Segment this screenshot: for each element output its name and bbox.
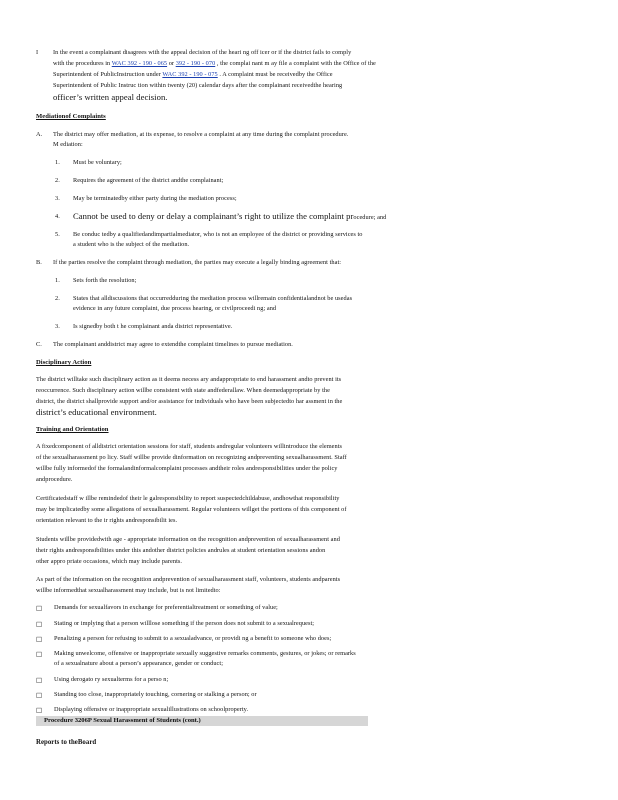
- training-p1-line: of the sexualharassment po licy. Staff willbe provide dinformation on recognizing andpreventing sexualharassment. Staff: [36, 454, 347, 461]
- training-p2-line: orientation relevant to the ir rights andresponsibilit ies.: [36, 517, 178, 524]
- harassment-example: Stating or implying that a person willlose something if the person does not submit to a sexualrequest;: [54, 620, 315, 627]
- intro-line-2-mid: or: [167, 60, 176, 67]
- harassment-example: Penalizing a person for refusing to submit to a sexualadvance, or providi ng a benefit to someone who does;: [54, 635, 332, 642]
- harassment-example: Displaying offensive or inappropriate sexualillustrations on schoolproperty.: [54, 706, 249, 713]
- agreement-item-number: 3.: [55, 323, 60, 330]
- mediation-c-marker: C.: [36, 341, 42, 348]
- checkbox-bullet-icon: □: [36, 604, 43, 612]
- mediation-item-4-tail: ocedure; and: [353, 214, 387, 221]
- training-p1-line: willbe fully informedof the formalandinformalcomplaint processes andtheir roles andresponsibilities under the policy: [36, 465, 338, 472]
- training-p4-line: As part of the information on the recognition andprevention of sexualharassment staff, volunteers, students andparents: [36, 576, 341, 583]
- mediation-item-text: Must be voluntary;: [73, 159, 122, 166]
- disciplinary-line-2: reoccurrence. Such disciplinary action willbe consistent with state andfederallaw. When deemedappropriate by the: [36, 387, 330, 394]
- checkbox-bullet-icon: □: [36, 635, 43, 643]
- mediation-item-number: 3.: [55, 195, 60, 202]
- agreement-item-text: States that alldiscussions that occurredduring the mediation process willremain confidentialandnot be usedas: [73, 295, 353, 302]
- training-p3-line: Students willbe providedwith age - appropriate information on the recognition andprevention of sexualharassment and: [36, 536, 340, 543]
- training-p3-line: other appro priate occasions, which may include parents.: [36, 558, 183, 565]
- training-p2-line: may be implicatedby some allegations of sexualharassment. Regular volunteers willget the portions of this component of: [36, 506, 347, 513]
- training-p3-line: their rights andresponsibilities under this andother district policies andrules at student orientation sessions andon: [36, 547, 326, 554]
- training-p4-line: willbe informedthat sexualharassment may include, but is not limitedto:: [36, 587, 221, 594]
- harassment-example: Standing too close, inappropriately touching, cornering or stalking a person; or: [54, 691, 257, 698]
- agreement-item-number: 2.: [55, 295, 60, 302]
- disciplinary-line-3: district, the district shallprovide support and/or assistance for individuals who have been subjectedto har assment in the: [36, 398, 343, 405]
- harassment-example: Demands for sexualfavors in exchange for preferentialtreatment or something of value;: [54, 604, 278, 611]
- wac-070-link[interactable]: 392 - 190 - 070: [175, 60, 216, 67]
- intro-line-2: [53, 60, 376, 68]
- intro-line-4: Superintendent of Public Instruc tion within twenty (20) calendar days after the complainant receivedthe hearing: [53, 82, 343, 89]
- mediation-b-marker: B.: [36, 259, 42, 266]
- mediation-item-number: 1.: [55, 159, 60, 166]
- mediation-heading: Mediationof Complaints: [36, 113, 106, 120]
- agreement-item-text: Sets forth the resolution;: [73, 277, 137, 284]
- mediation-item-number: 4.: [55, 213, 60, 220]
- reports-heading: Reports to theBoard: [36, 739, 97, 746]
- mediation-item-4-main: Cannot be used to deny or delay a complainant’s right to utilize the complaint pr: [73, 211, 354, 221]
- mediation-a-line-2: M ediation:: [53, 141, 83, 148]
- training-p2-line: Certificatedstaff w illbe remindedof their le galresponsibility to report suspectedchildabuse, andhowthat responsibility: [36, 495, 340, 502]
- mediation-b-line-1: If the parties resolve the complaint through mediation, the parties may execute a legally binding agreement that:: [53, 259, 342, 266]
- mediation-item-number: 2.: [55, 177, 60, 184]
- agreement-item-number: 1.: [55, 277, 60, 284]
- mediation-item-text-cont: a student who is the subject of the mediation.: [73, 241, 190, 248]
- wac-075-link[interactable]: WAC 392 - 190 - 075: [162, 71, 218, 78]
- agreement-item-text-cont: evidence in any future complaint, due process hearing, or civilproceedi ng; and: [73, 305, 277, 312]
- mediation-item-text: [73, 211, 386, 222]
- intro-line-1: In the event a complainant disagrees with the appeal decision of the heari ng off icer or if the district fails to comply: [53, 49, 352, 56]
- checkbox-bullet-icon: □: [36, 650, 43, 658]
- disciplinary-line-4: district’s educational environment.: [36, 407, 157, 417]
- intro-line-3: [53, 71, 333, 79]
- harassment-example: Using derogato ry sexualterms for a perso n;: [54, 676, 169, 683]
- intro-line-2-post: , the complai nant m ay file a complaint with the Office of the: [215, 60, 376, 67]
- mediation-a-marker: A.: [36, 131, 43, 138]
- training-heading: Training and Orientation: [36, 426, 109, 433]
- mediation-a-line-1: The district may offer mediation, at its expense, to resolve a complaint at any time during the complaint procedure.: [53, 131, 349, 138]
- procedure-footer-text: Procedure 3206P Sexual Harassment of Students (cont.): [44, 717, 201, 724]
- intro-line-2-pre: with the procedures in: [53, 60, 112, 67]
- mediation-item-text: May be terminatedby either party during the mediation process;: [73, 195, 237, 202]
- checkbox-bullet-icon: □: [36, 706, 43, 714]
- intro-line-3-pre: Superintendent of PublicInstruction under: [53, 71, 163, 78]
- mediation-c-line-1: The complainant anddistrict may agree to extendthe complaint timelines to pursue mediation.: [53, 341, 293, 348]
- disciplinary-heading: Disciplinary Action: [36, 359, 92, 366]
- intro-marker: I: [36, 49, 39, 56]
- disciplinary-line-1: The district willtake such disciplinary action as it deems necess ary andappropriate to end harassment andto prevent its: [36, 376, 342, 383]
- intro-line-5: officer’s written appeal decision.: [53, 92, 168, 102]
- agreement-item-text: Is signedby both t he complainant anda district representative.: [73, 323, 233, 330]
- checkbox-bullet-icon: □: [36, 620, 43, 628]
- training-p1-line: A fixedcomponent of alldistrict orientation sessions for staff, students andregular volunteers willintroduce the elements: [36, 443, 343, 450]
- wac-065-link[interactable]: WAC 392 - 190 - 065: [111, 60, 168, 67]
- harassment-example: Making unwelcome, offensive or inappropriate sexually suggestive remarks comments, gestures, or jokes; or remarks: [54, 650, 356, 657]
- harassment-example-cont: of a sexualnature about a person’s appearance, gender or conduct;: [54, 660, 223, 667]
- intro-line-3-post: . A complaint must be receivedby the Office: [217, 71, 333, 78]
- mediation-item-text: Be conduc tedby a qualifiedandimpartialmediator, who is not an employee of the district or providing services to: [73, 231, 363, 238]
- mediation-item-text: Requires the agreement of the district andthe complainant;: [73, 177, 224, 184]
- checkbox-bullet-icon: □: [36, 691, 43, 699]
- training-p1-line: andprocedure.: [36, 476, 73, 483]
- checkbox-bullet-icon: □: [36, 676, 43, 684]
- mediation-item-number: 5.: [55, 231, 60, 238]
